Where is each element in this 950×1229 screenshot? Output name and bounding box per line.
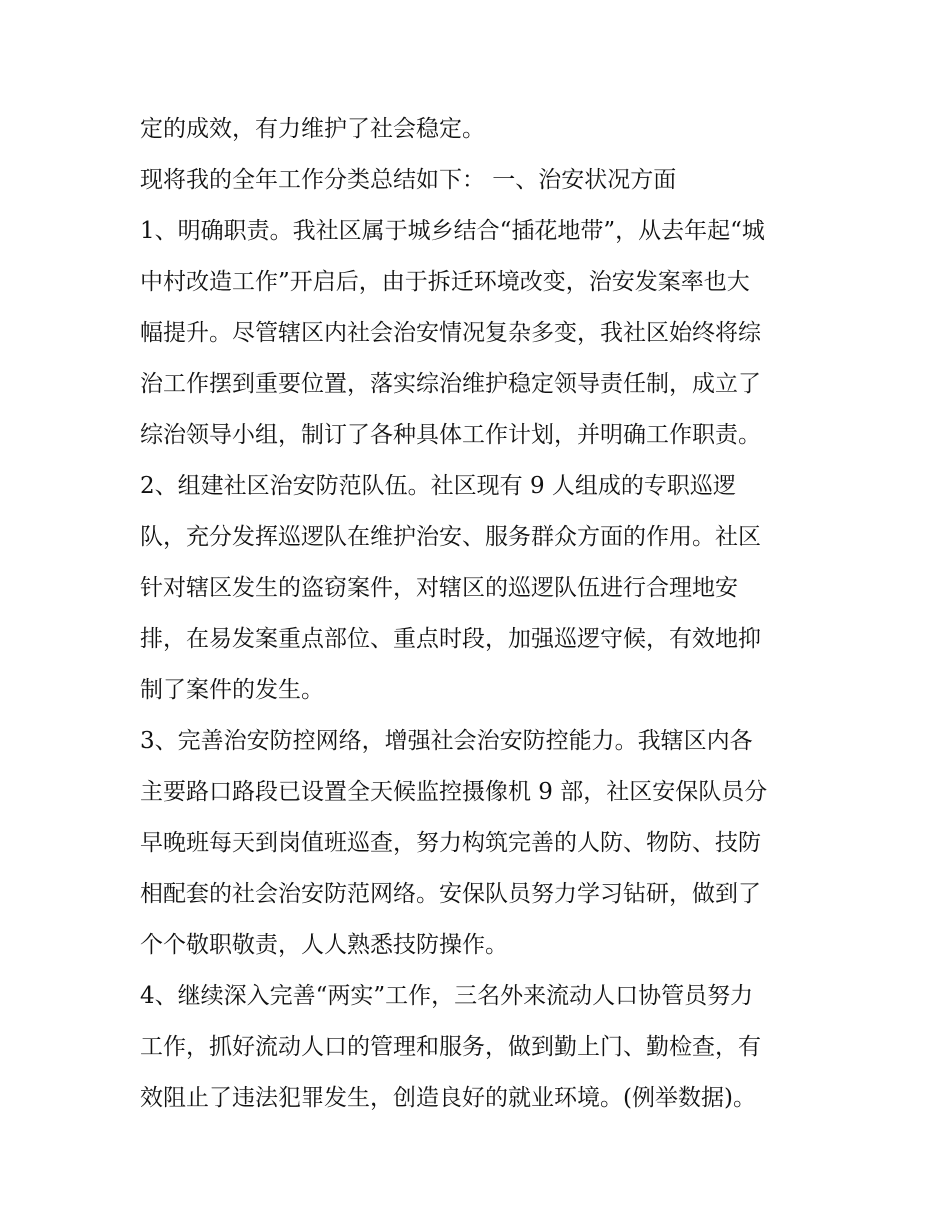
text-line: 排，在易发案重点部位、重点时段，加强巡逻守候，有效地抑 bbox=[140, 626, 761, 652]
text-line: 2、组建社区治安防范队伍。社区现有 9 人组成的专职巡逻 bbox=[140, 473, 736, 499]
text-line: 3、完善治安防控网络，增强社会治安防控能力。我辖区内各 bbox=[140, 728, 753, 754]
text-line: 中村改造工作”开启后，由于拆迁环境改变，治安发案率也大 bbox=[140, 269, 750, 295]
text-line: 制了案件的发生。 bbox=[140, 677, 324, 703]
text-line: 工作，抓好流动人口的管理和服务，做到勤上门、勤检查，有 bbox=[140, 1034, 761, 1060]
text-line: 定的成效，有力维护了社会稳定。 bbox=[140, 116, 485, 142]
text-line: 相配套的社会治安防范网络。安保队员努力学习钻研，做到了 bbox=[140, 881, 761, 907]
text-line: 主要路口路段已设置全天候监控摄像机 9 部，社区安保队员分 bbox=[140, 779, 768, 805]
text-line: 综治领导小组，制订了各种具体工作计划，并明确工作职责。 bbox=[140, 422, 761, 448]
text-line: 队，充分发挥巡逻队在维护治安、服务群众方面的作用。社区 bbox=[140, 524, 761, 550]
document-body bbox=[140, 104, 820, 1124]
text-line: 4、继续深入完善“两实”工作，三名外来流动人口协管员努力 bbox=[140, 983, 754, 1009]
text-line: 1、明确职责。我社区属于城乡结合“插花地带”，从去年起“城 bbox=[140, 218, 765, 244]
text-line: 针对辖区发生的盗窃案件，对辖区的巡逻队伍进行合理地安 bbox=[140, 575, 738, 601]
text-line: 现将我的全年工作分类总结如下： 一、治安状况方面 bbox=[140, 167, 677, 193]
text-line: 治工作摆到重要位置，落实综治维护稳定领导责任制，成立了 bbox=[140, 371, 761, 397]
text-line: 效阻止了违法犯罪发生，创造良好的就业环境。(例举数据)。 bbox=[140, 1085, 756, 1111]
text-line: 个个敬职敬责，人人熟悉技防操作。 bbox=[140, 932, 508, 958]
text-line: 早晚班每天到岗值班巡查，努力构筑完善的人防、物防、技防 bbox=[140, 830, 761, 856]
text-line: 幅提升。尽管辖区内社会治安情况复杂多变，我社区始终将综 bbox=[140, 320, 761, 346]
